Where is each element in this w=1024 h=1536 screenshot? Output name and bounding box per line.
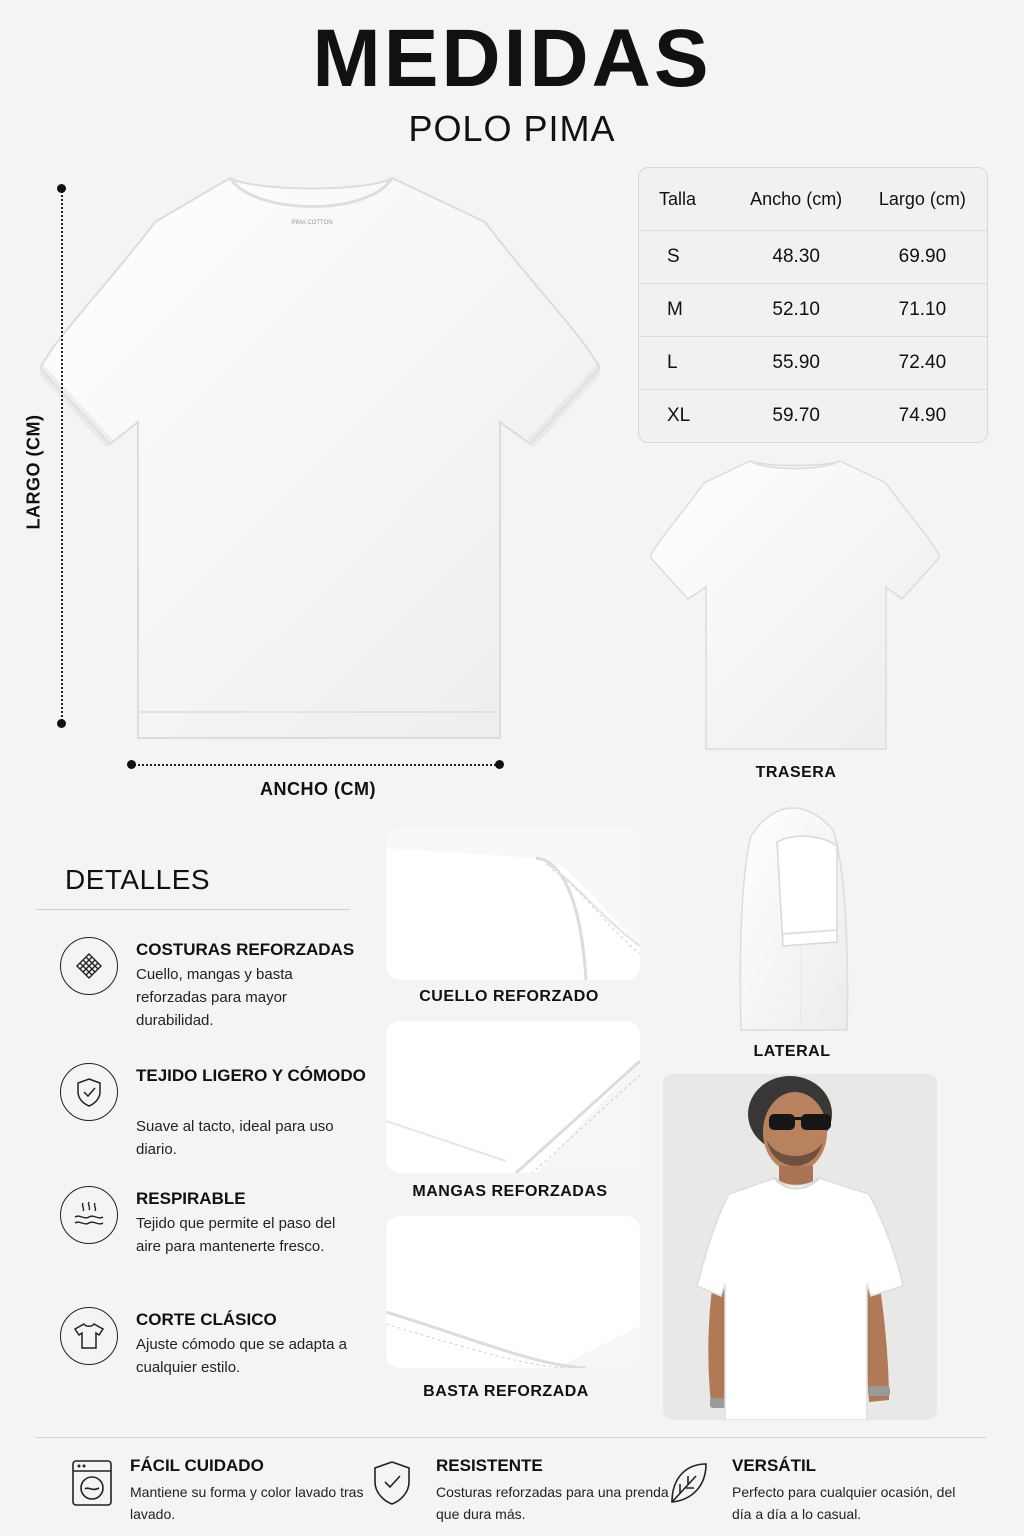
page-title: MEDIDAS (312, 13, 712, 104)
length-cell: 71.10 (898, 299, 947, 320)
feature-desc: Cuello, mangas y basta reforzadas para mayor durabilidad. (136, 966, 293, 1029)
hem-closeup-label: BASTA REFORZADA (423, 1383, 589, 1400)
leaf-icon (666, 1458, 710, 1508)
collar-closeup-label: CUELLO REFORZADO (419, 988, 599, 1005)
hem-closeup-image (386, 1216, 640, 1368)
back-shirt-image (650, 457, 940, 753)
feature-desc: Ajuste cómodo que se adapta a cualquier estilo. (136, 1336, 347, 1376)
side-view-label: LATERAL (753, 1043, 831, 1060)
feature-title: RESPIRABLE (136, 1189, 246, 1208)
size-table-header (639, 168, 987, 230)
size-cell: L (667, 352, 678, 373)
length-cell: 69.90 (898, 246, 947, 267)
collar-closeup-image (386, 828, 640, 980)
bottom-divider (36, 1437, 986, 1438)
header-ancho: Ancho (cm) (750, 188, 843, 209)
svg-text:PIMA COTTON: PIMA COTTON (291, 220, 333, 226)
size-cell: XL (667, 405, 691, 426)
feature-title: CORTE CLÁSICO (136, 1310, 277, 1329)
width-measure-line (131, 764, 499, 766)
washing-machine-icon (70, 1458, 114, 1508)
table-row (639, 336, 987, 389)
page-subtitle: POLO PIMA (408, 108, 616, 149)
details-divider (36, 909, 350, 910)
sleeve-closeup-label: MANGAS REFORZADAS (412, 1183, 608, 1200)
width-cell: 52.10 (772, 299, 820, 320)
bottom-feature-desc: Costuras reforzadas para una prenda que dura más. (436, 1484, 669, 1522)
sleeve-closeup-image (386, 1021, 640, 1173)
table-row (639, 230, 987, 283)
bottom-feature-desc: Perfecto para cualquier ocasión, del día a día a lo casual. (732, 1484, 956, 1522)
feature-title: COSTURAS REFORZADAS (136, 940, 355, 959)
breathable-icon (60, 1186, 118, 1244)
feature-desc: Suave al tacto, ideal para uso diario. (136, 1118, 334, 1158)
length-measure-dot-bottom (57, 719, 66, 728)
shield-check-icon (60, 1063, 118, 1121)
details-title: DETALLES (65, 864, 211, 895)
bottom-feature-title: VERSÁTIL (732, 1456, 817, 1475)
header-talla: Talla (659, 188, 697, 209)
length-measure-dot-top (57, 184, 66, 193)
width-label: ANCHO (CM) (260, 779, 376, 799)
size-table (638, 167, 988, 443)
bottom-feature-title: FÁCIL CUIDADO (130, 1456, 264, 1475)
header-largo: Largo (cm) (878, 188, 966, 209)
feature-desc: Tejido que permite el paso del aire para mantenerte fresco. (136, 1215, 336, 1255)
bottom-feature-desc: Mantiene su forma y color lavado tras lavado. (130, 1484, 364, 1522)
length-cell: 72.40 (898, 352, 947, 373)
width-cell: 59.70 (772, 405, 820, 426)
stitch-mesh-icon (60, 937, 118, 995)
width-measure-dot-right (495, 760, 504, 769)
shield-check-icon (370, 1458, 414, 1508)
size-cell: M (667, 299, 683, 320)
model-photo (663, 1074, 937, 1420)
feature-title: TEJIDO LIGERO Y CÓMODO (136, 1066, 366, 1085)
width-cell: 48.30 (772, 246, 820, 267)
front-shirt-image (40, 172, 600, 744)
width-measure-dot-left (127, 760, 136, 769)
length-label: LARGO (CM) (23, 414, 44, 530)
tshirt-icon (60, 1307, 118, 1365)
table-row (639, 283, 987, 336)
length-measure-line (61, 188, 63, 724)
back-view-label: TRASERA (755, 764, 837, 781)
size-cell: S (667, 246, 680, 267)
side-shirt-image (737, 806, 851, 1032)
width-cell: 55.90 (772, 352, 820, 373)
bottom-feature-title: RESISTENTE (436, 1456, 543, 1475)
table-row (639, 389, 987, 442)
length-cell: 74.90 (898, 405, 947, 426)
